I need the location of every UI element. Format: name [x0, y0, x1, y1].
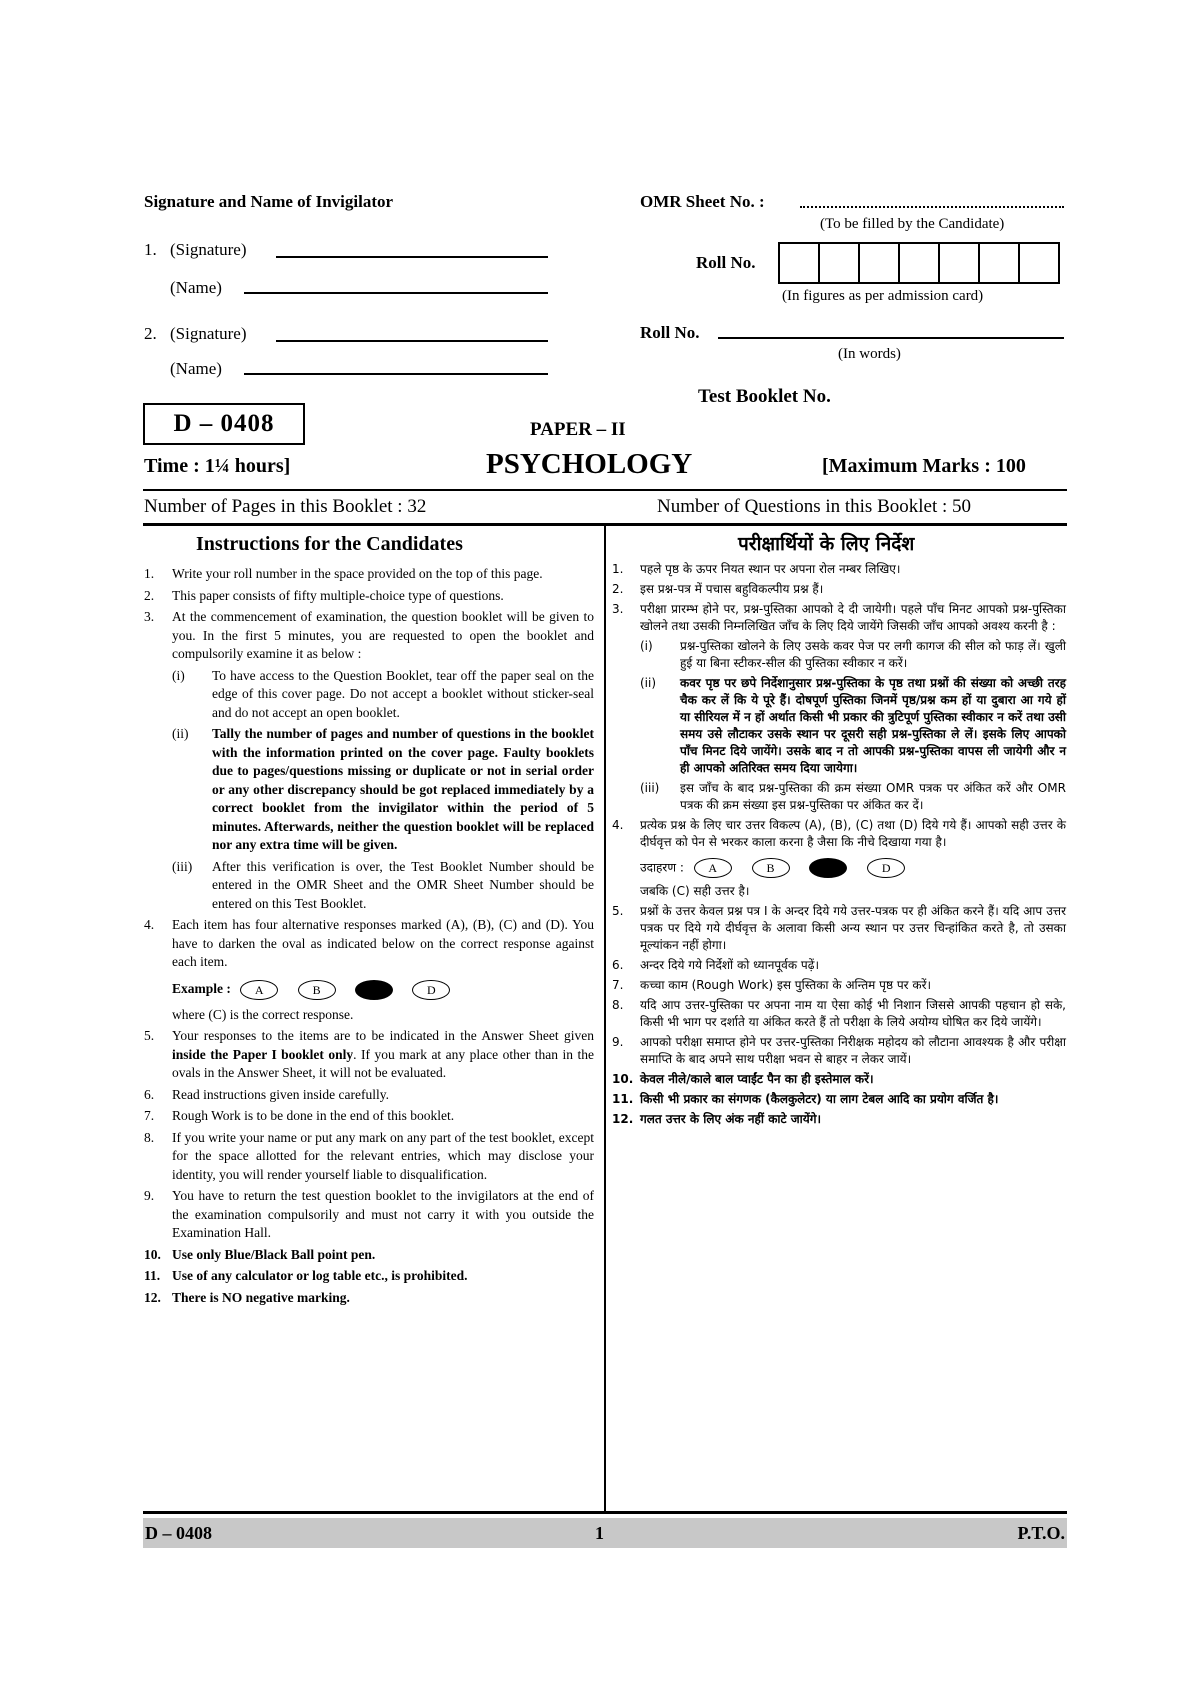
instructions-bottom-rule [143, 1511, 1067, 1514]
roll-digit-box[interactable] [780, 244, 820, 282]
instruction-9: 9. You have to return the test question booklet to the invigilators at the end of the examination compulsorily and must not carry it with you outside the Examination Hall. [144, 1188, 594, 1240]
instruction-2: 2. This paper consists of fifty multiple-choice type of questions. [144, 587, 504, 603]
page-number: 1 [595, 1523, 604, 1543]
sig2-number: 2. [144, 324, 157, 343]
subject-title: PSYCHOLOGY [486, 448, 693, 480]
hindi-option-b-oval: B [752, 858, 790, 878]
questions-info: Number of Questions in this Booklet : 50 [657, 496, 972, 517]
omr-label: OMR Sheet No. : [640, 192, 765, 211]
instruction-12: 12. There is NO negative marking. [144, 1289, 350, 1305]
roll-digit-box[interactable] [860, 244, 900, 282]
invigilator-title: Signature and Name of Invigilator [144, 192, 394, 211]
hindi-instruction-7: 7. कच्चा काम (Rough Work) इस पुस्तिका के अन्तिम पृष्ठ पर करें। [612, 978, 932, 992]
english-instructions-title: Instructions for the Candidates [196, 533, 463, 555]
time-info: Time : 1¼ hours] [144, 455, 291, 477]
sig1-label: (Signature) [170, 240, 247, 259]
hindi-instructions [612, 561, 1066, 1131]
instruction-3-iii: (iii) After this verification is over, the Test Booklet Number should be entered in the OMR Sheet and the OMR Sheet Number should be entered on this Test Booklet. [172, 858, 594, 911]
example-note: where (C) is the correct response. [172, 1006, 354, 1022]
sig1-line[interactable] [276, 256, 548, 258]
roll-digit-box[interactable] [820, 244, 860, 282]
hindi-instruction-9: 9. आपको परीक्षा समाप्त होने पर उत्तर-पुस्तिका निरीक्षक महोदय को लौटाना आवश्यक है और परीक्षा समाप्ति के बाद अपने साथ परीक्षा भवन से बाहर न लेकर जायें। [612, 1035, 1066, 1066]
instruction-7: 7. Rough Work is to be done in the end of this booklet. [144, 1108, 455, 1123]
footer-bar [143, 1518, 1067, 1548]
hindi-instruction-3-iii: (iii) इस जाँच के बाद प्रश्न-पुस्तिका की क्रम संख्या OMR पत्रक पर अंकित करें और OMR पत्रक की क्रम संख्या इस प्रश्न-पुस्तिका पर अंकित कर दें। [640, 781, 1066, 812]
option-d-oval: D [412, 980, 450, 1000]
instruction-4: 4. Each item has four alternative responses marked (A), (B), (C) and (D). You have to darken the oval as indicated below on the correct response against each item. Example : A B D where (C) is the correct response. [144, 916, 594, 1024]
sig2-label: (Signature) [170, 324, 247, 343]
hindi-option-a-oval: A [694, 858, 732, 878]
hindi-instruction-8: 8. यदि आप उत्तर-पुस्तिका पर अपना नाम या ऐसा कोई भी निशान जिससे आपकी पहचान हो सके, किसी भी भाग पर दर्शाते या अंकित करते हैं तो परीक्षा के लिये अयोग्य घोषित कर दिये जायेंगे। [612, 998, 1066, 1029]
column-divider [604, 525, 606, 1512]
instruction-3: 3. At the commencement of examination, the question booklet will be given to you. In the first 5 minutes, you are requested to open the booklet and compulsorily examine it as below : (i) To have access to the Question Booklet, tear off the paper seal on the edge of this cover page. Do not accept a booklet without sticker-seal and do not accept an open booklet. (ii) Tally the number of pages and number of questions in the booklet with the information printed on the cover page. Faulty booklets due to pages/questions missing or duplicate or not in serial order or any other discrepancy should be got replaced immediately by a correct booklet from the invigilator within the period of 5 minutes. Afterwards, neither the question booklet will be replaced nor any extra time will be given. (iii) After this verification is over, the Test Booklet Number should be entered in the OMR Sheet and the OMR Sheet Number should be entered on this Test Booklet. [144, 608, 594, 913]
omr-field[interactable] [800, 206, 1064, 208]
roll-digit-box[interactable] [1020, 244, 1058, 282]
roll-digit-box[interactable] [900, 244, 940, 282]
hindi-instruction-6: 6. अन्दर दिये गये निर्देशों को ध्यानपूर्वक पढ़ें। [612, 958, 819, 972]
example-row [172, 980, 594, 1000]
instruction-10: 10. Use only Blue/Black Ball point pen. [144, 1246, 376, 1262]
pages-info: Number of Pages in this Booklet : 32 [144, 496, 427, 517]
instruction-3-ii: (ii) Tally the number of pages and number of questions in the booklet with the information printed on the cover page. Faulty booklets due to pages/questions missing or duplicate or not in serial order or any other discrepancy should be got replaced immediately by a correct booklet from the invigilator within the period of 5 minutes. Afterwards, neither the question booklet will be replaced nor any extra time will be given. [172, 726, 594, 852]
option-a-oval: A [240, 980, 278, 1000]
name2-label: (Name) [170, 359, 222, 378]
instruction-5: 5. Your responses to the items are to be indicated in the Answer Sheet given inside the Paper I booklet only. If you mark at any place other than in the ovals in the Answer Sheet, it will not be evaluated. [144, 1028, 594, 1080]
hindi-instruction-12: 12. गलत उत्तर के लिए अंक नहीं काटे जायेंगे। [612, 1112, 822, 1126]
header-divider [143, 489, 1067, 491]
roll-figures-note: (In figures as per admission card) [782, 288, 984, 304]
english-instructions [144, 565, 594, 1310]
max-marks: [Maximum Marks : 100 [822, 455, 1026, 477]
name2-line[interactable] [244, 373, 548, 375]
sig2-line[interactable] [276, 340, 548, 342]
hindi-instruction-2: 2. इस प्रश्न-पत्र में पचास बहुविकल्पीय प्रश्न हैं। [612, 582, 824, 596]
roll-words-line[interactable] [718, 337, 1064, 339]
roll-number-boxes[interactable] [778, 242, 1060, 284]
roll-words-label: Roll No. [640, 323, 700, 342]
instruction-11: 11. Use of any calculator or log table etc., is prohibited. [144, 1268, 468, 1283]
hindi-example-note: जबकि (C) सही उत्तर है। [640, 884, 750, 898]
hindi-example-row [640, 858, 1066, 878]
name1-line[interactable] [244, 292, 548, 294]
instruction-8: 8. If you write your name or put any mark on any part of the test booklet, except for the space allotted for the relevant entries, which may disclose your identity, you will render yourself liable to disqualification. [144, 1129, 594, 1182]
instruction-6: 6. Read instructions given inside carefully. [144, 1086, 389, 1102]
instruction-1: 1. Write your roll number in the space provided on the top of this page. [144, 566, 543, 581]
footer-code: D – 0408 [145, 1523, 212, 1543]
hindi-instruction-1: 1. पहले पृष्ठ के ऊपर नियत स्थान पर अपना रोल नम्बर लिखिए। [612, 562, 901, 576]
omr-note: (To be filled by the Candidate) [820, 216, 1005, 232]
paper-label: PAPER – II [530, 419, 626, 440]
hindi-instruction-10: 10. केवल नीले/काले बाल प्वाईंट पैन का ही इस्तेमाल करें। [612, 1072, 874, 1086]
roll-digit-box[interactable] [980, 244, 1020, 282]
option-c-oval-filled [355, 980, 393, 1000]
hindi-instruction-5: 5. प्रश्नों के उत्तर केवल प्रश्न पत्र I के अन्दर दिये गये उत्तर-पत्रक पर ही अंकित करने हैं। यदि आप उत्तर पत्रक पर दिये गये दीर्घवृत्त के अलावा किसी अन्य स्थान पर उत्तर चिन्हांकित करते है, तो उसका मूल्यांकन नहीं होगा। [612, 904, 1066, 952]
hindi-instruction-3: 3. परीक्षा प्रारम्भ होने पर, प्रश्न-पुस्तिका आपको दे दी जायेगी। पहले पाँच मिनट आपको प्रश्न-पुस्तिका खोलने तथा उसकी निम्नलिखित जाँच के लिए दिये जायेंगे जिसकी जाँच आपको अवश्य करनी है : (i) प्रश्न-पुस्तिका खोलने के लिए उसके कवर पेज पर लगी कागज की सील को फाड़ लें। खुली हुई या बिना स्टीकर-सील की पुस्तिका स्वीकार न करें। (ii) कवर पृष्ठ पर छपे निर्देशानुसार प्रश्न-पुस्तिका के पृष्ठ तथा प्रश्नों की संख्या को अच्छी तरह चैक कर लें कि ये पूरे हैं। दोषपूर्ण पुस्तिका जिनमें पृष्ठ/प्रश्न कम हों या दुबारा आ गये हों या सीरियल में न हों अर्थात किसी भी प्रकार की त्रुटिपूर्ण पुस्तिका स्वीकार न करें तथा उसी समय उसे लौटाकर उसके स्थान पर दूसरी सही प्रश्न-पुस्तिका ले लें। इसके लिए आपको पाँच मिनट दिये जायेंगे। उसके बाद न तो आपकी प्रश्न-पुस्तिका वापस ली जायेगी और न ही आपको अतिरिक्त समय दिया जायेगा। (iii) इस जाँच के बाद प्रश्न-पुस्तिका की क्रम संख्या OMR पत्रक पर अंकित करें और OMR पत्रक की क्रम संख्या इस प्रश्न-पुस्तिका पर अंकित कर दें। [612, 602, 1066, 812]
roll-words-note: (In words) [838, 346, 901, 362]
hindi-instruction-3-i: (i) प्रश्न-पुस्तिका खोलने के लिए उसके कवर पेज पर लगी कागज की सील को फाड़ लें। खुली हुई या बिना स्टीकर-सील की पुस्तिका स्वीकार न करें। [640, 639, 1066, 670]
test-booklet-label: Test Booklet No. [698, 386, 831, 407]
instruction-3-i: (i) To have access to the Question Booklet, tear off the paper seal on the edge of this cover page. Do not accept a booklet without sticker-seal and do not accept an open booklet. [172, 667, 594, 720]
roll-digit-box[interactable] [940, 244, 980, 282]
example-label: Example : [172, 980, 231, 996]
sig1-number: 1. [144, 240, 157, 259]
hindi-instruction-11: 11. किसी भी प्रकार का संगणक (कैलकुलेटर) या लाग टेबल आदि का प्रयोग वर्जित है। [612, 1092, 999, 1106]
name1-label: (Name) [170, 278, 222, 297]
hindi-instruction-3-ii: (ii) कवर पृष्ठ पर छपे निर्देशानुसार प्रश्न-पुस्तिका के पृष्ठ तथा प्रश्नों की संख्या को अच्छी तरह चैक कर लें कि ये पूरे हैं। दोषपूर्ण पुस्तिका जिनमें पृष्ठ/प्रश्न कम हों या दुबारा आ गये हों या सीरियल में न हों अर्थात किसी भी प्रकार की त्रुटिपूर्ण पुस्तिका स्वीकार न करें तथा उसी समय उसे लौटाकर उसके स्थान पर दूसरी सही प्रश्न-पुस्तिका ले लें। इसके लिए आपको पाँच मिनट दिये जायेंगे। उसके बाद न तो आपकी प्रश्न-पुस्तिका वापस ली जायेगी और न ही आपको अतिरिक्त समय दिया जायेगा। [640, 676, 1066, 775]
option-b-oval: B [298, 980, 336, 1000]
hindi-example-label: उदाहरण : [640, 860, 684, 875]
hindi-option-d-oval: D [867, 858, 905, 878]
pto-label: P.T.O. [1017, 1523, 1065, 1543]
hindi-instruction-4: 4. प्रत्येक प्रश्न के लिए चार उत्तर विकल्प (A), (B), (C) तथा (D) दिये गये हैं। आपको सही उत्तर के दीर्घवृत्त को पेन से भरकर काला करना है जैसा कि नीचे दिखाया गया है। उदाहरण : A B D जबकि (C) सही उत्तर है। [612, 818, 1066, 898]
paper-code-box: D – 0408 [143, 403, 305, 445]
hindi-option-c-oval-filled [809, 858, 847, 878]
hindi-instructions-title: परीक्षार्थियों के लिए निर्देश [738, 533, 915, 555]
roll-figures-label: Roll No. [696, 253, 756, 272]
